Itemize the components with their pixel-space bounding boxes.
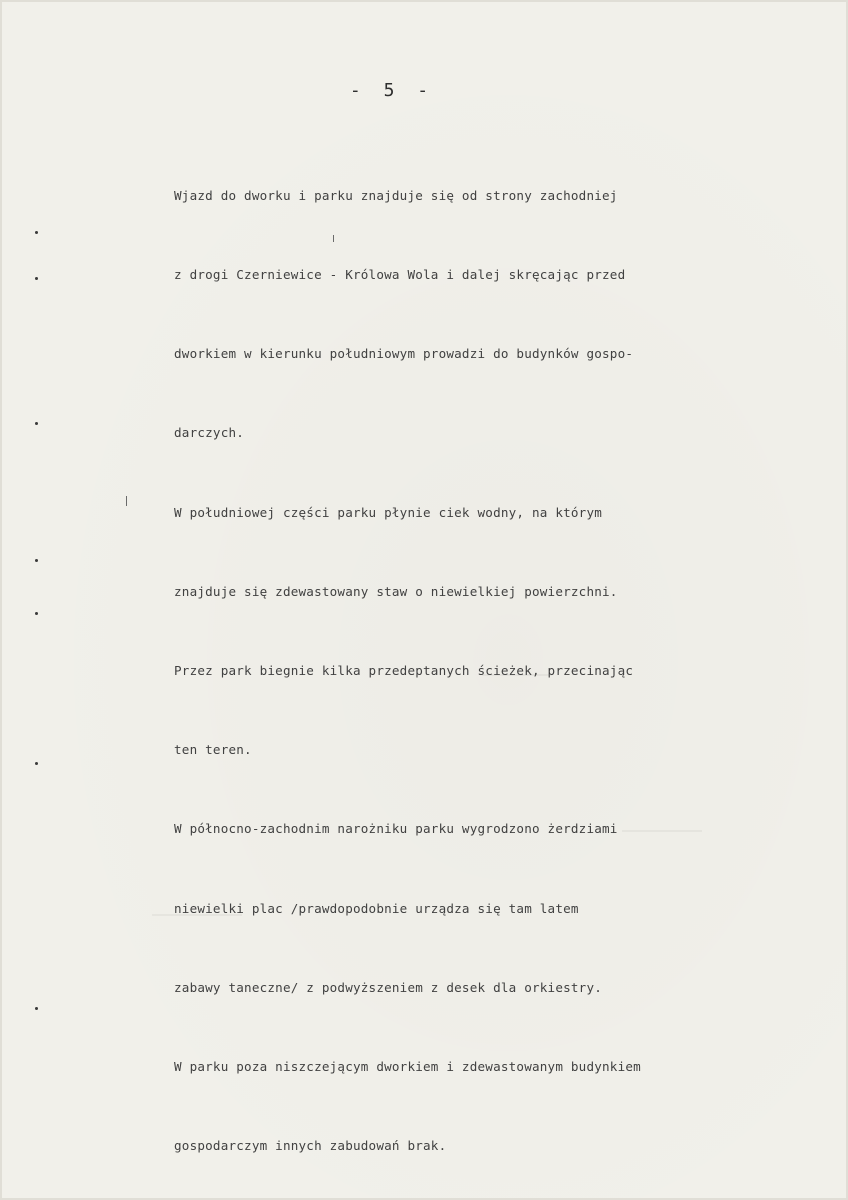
- text-line: zabawy taneczne/ z podwyższeniem z desek dla orkiestry.: [174, 979, 603, 995]
- text-line: Wjazd do dworku i parku znajduje się od strony zachodniej: [174, 187, 618, 203]
- margin-mark: [35, 612, 38, 615]
- speck-mark: [126, 496, 127, 506]
- show-through-mark: [482, 674, 552, 676]
- show-through-mark: [622, 830, 702, 832]
- text-line: darczych.: [174, 425, 245, 441]
- text-line: W północno-zachodnim narożniku parku wygrodzono żerdziami: [174, 821, 618, 837]
- margin-mark: [35, 762, 38, 765]
- text-line: W południowej części parku płynie ciek wodny, na którym: [174, 504, 603, 520]
- text-line: niewielki plac /prawdopodobnie urządza się tam latem: [174, 900, 579, 916]
- text-line: znajduje się zdewastowany staw o niewielkiej powierzchni.: [174, 583, 618, 599]
- margin-mark: [35, 422, 38, 425]
- page-number: - 5 -: [349, 80, 435, 101]
- text-line: W parku poza niszczejącym dworkiem i zdewastowanym budynkiem: [174, 1059, 641, 1075]
- text-line: dworkiem w kierunku południowym prowadzi do budynków gospo-: [174, 346, 634, 362]
- show-through-mark: [152, 914, 242, 916]
- text-line: Przez park biegnie kilka przedeptanych ścieżek, przecinając: [174, 663, 634, 679]
- margin-mark: [35, 231, 38, 234]
- speck-mark: [333, 235, 334, 242]
- document-body: [174, 130, 814, 1200]
- margin-mark: [35, 559, 38, 562]
- text-line: gospodarczym innych zabudowań brak.: [174, 1138, 447, 1154]
- margin-mark: [35, 277, 38, 280]
- margin-mark: [35, 1007, 38, 1010]
- text-line: z drogi Czerniewice - Królowa Wola i dalej skręcając przed: [174, 267, 626, 283]
- text-line: ten teren.: [174, 742, 252, 758]
